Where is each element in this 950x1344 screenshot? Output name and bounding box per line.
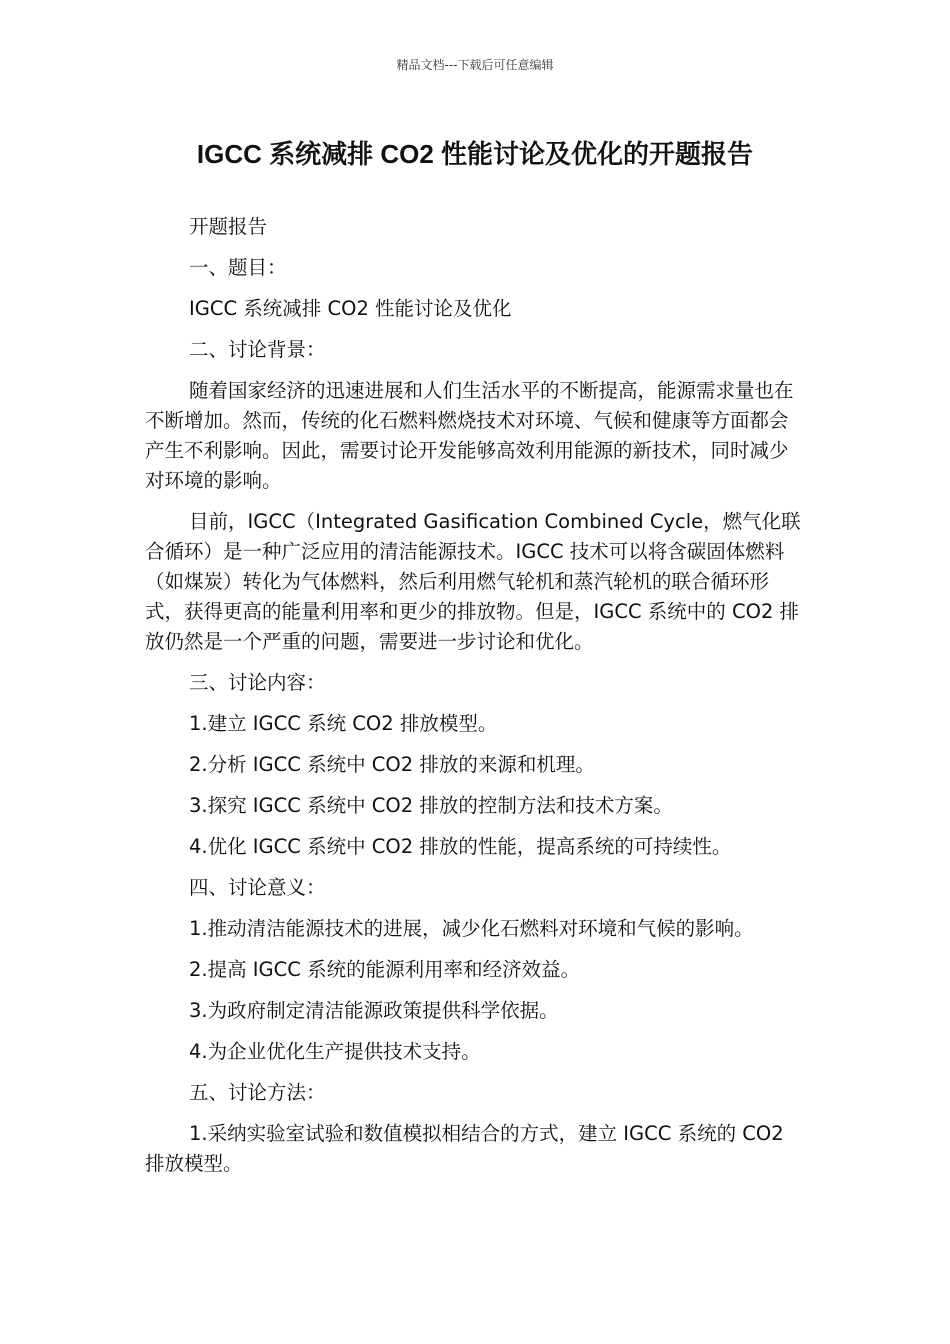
header-note: 精品文档---下载后可任意编辑	[396, 58, 554, 72]
heading-background: 二、讨论背景：	[189, 338, 326, 361]
significance-item-4: 4.为企业优化生产提供技术支持。	[189, 1040, 481, 1063]
methods-item-1: 1.采纳实验室试验和数值模拟相结合的方式，建立 IGCC 系统的 CO2 排放模型。	[145, 1122, 784, 1175]
heading-topic: 一、题目：	[189, 256, 287, 279]
content-item-3: 3.探究 IGCC 系统中 CO2 排放的控制方法和技术方案。	[189, 794, 673, 817]
document-title: IGCC 系统减排 CO2 性能讨论及优化的开题报告	[196, 139, 754, 169]
significance-item-2: 2.提高 IGCC 系统的能源利用率和经济效益。	[189, 958, 581, 981]
document-body	[145, 212, 805, 1190]
topic-text: IGCC 系统减排 CO2 性能讨论及优化	[189, 297, 512, 320]
heading-methods: 五、讨论方法：	[189, 1081, 326, 1104]
content-item-1: 1.建立 IGCC 系统 CO2 排放模型。	[189, 712, 498, 735]
section-label-report: 开题报告	[189, 215, 268, 238]
significance-item-3: 3.为政府制定清洁能源政策提供科学依据。	[189, 999, 559, 1022]
heading-content: 三、讨论内容：	[189, 671, 326, 694]
content-item-2: 2.分析 IGCC 系统中 CO2 排放的来源和机理。	[189, 753, 595, 776]
background-paragraph-2: 目前，IGCC（Integrated Gasification Combined Cycle，燃气化联合循环）是一种广泛应用的清洁能源技术。IGCC 技术可以将含碳固体燃料（如煤炭）转化为气体燃料，然后利用燃气轮机和蒸汽轮机的联合循环形式，获得更高的能量利用率和更少的排放物。但是，IGCC 系统中的 CO2 排放仍然是一个严重的问题，需要进一步讨论和优化。	[145, 510, 801, 653]
content-item-4: 4.优化 IGCC 系统中 CO2 排放的性能，提高系统的可持续性。	[189, 835, 732, 858]
background-paragraph-1: 随着国家经济的迅速进展和人们生活水平的不断提高，能源需求量也在不断增加。然而，传统的化石燃料燃烧技术对环境、气候和健康等方面都会产生不利影响。因此，需要讨论开发能够高效利用能源的新技术，同时减少对环境的影响。	[145, 379, 794, 492]
heading-significance: 四、讨论意义：	[189, 876, 326, 899]
significance-item-1: 1.推动清洁能源技术的进展，减少化石燃料对环境和气候的影响。	[189, 917, 754, 940]
